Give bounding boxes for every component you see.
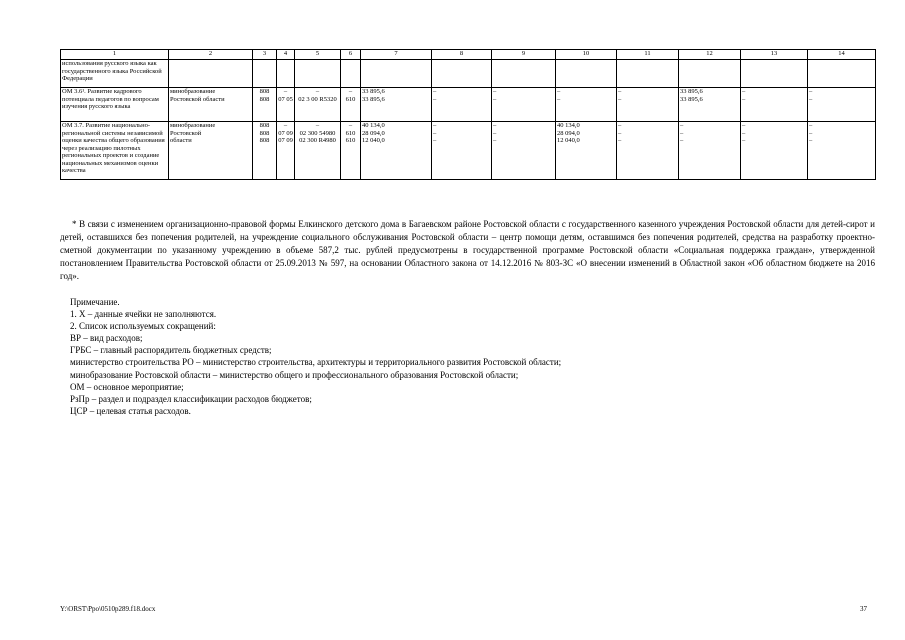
column-header: 14 xyxy=(808,50,876,60)
table-cell: 808 808 808 xyxy=(253,122,277,180)
column-header: 4 xyxy=(277,50,295,60)
table-cell: ОМ 3.7. Развитие национально-региональной системы независимой оценки качества общего образования через реализацию пилотных региональных проектов и создание национальных механизмов оценки качества xyxy=(61,122,169,180)
table-cell: – 610 xyxy=(341,88,361,122)
table-cell: – – xyxy=(556,88,617,122)
table-cell xyxy=(556,60,617,88)
table-cell: – – – xyxy=(492,122,556,180)
note-block xyxy=(70,296,870,417)
table-cell: – – xyxy=(432,88,492,122)
footnote xyxy=(60,218,875,283)
table-cell: – – – xyxy=(617,122,679,180)
note-line: министерство строительства РО – министерство строительства, архитектуры и территориального развития Ростовской области; xyxy=(70,357,562,368)
table-cell: – 07 09 07 09 xyxy=(277,122,295,180)
table-cell xyxy=(432,60,492,88)
table-cell xyxy=(169,60,253,88)
table-cell xyxy=(808,60,876,88)
table-row xyxy=(61,122,876,180)
table-cell xyxy=(741,60,808,88)
table-cell: – – xyxy=(741,88,808,122)
table-cell: – – xyxy=(617,88,679,122)
column-header: 12 xyxy=(679,50,741,60)
note-line: ЦСР – целевая статья расходов. xyxy=(70,405,191,416)
table-cell: – – – xyxy=(808,122,876,180)
column-header: 3 xyxy=(253,50,277,60)
table-cell: – 02 3 00 R5320 xyxy=(295,88,341,122)
note-line: РзПр – раздел и подраздел классификации расходов бюджетов; xyxy=(70,393,312,404)
column-header: 8 xyxy=(432,50,492,60)
note-line: ГРБС – главный распорядитель бюджетных средств; xyxy=(70,345,272,356)
table-cell: – – – xyxy=(741,122,808,180)
table-cell xyxy=(361,60,432,88)
table-cell: использования русского языка как государственного языка Российской Федерации xyxy=(61,60,169,88)
note-line: 2. Список используемых сокращений: xyxy=(70,321,216,332)
table-cell xyxy=(679,60,741,88)
table-row xyxy=(61,60,876,88)
table-cell: – – xyxy=(492,88,556,122)
table-header-row xyxy=(61,50,876,60)
note-title: Примечание. xyxy=(70,297,120,307)
column-header: 6 xyxy=(341,50,361,60)
table-cell xyxy=(492,60,556,88)
budget-table xyxy=(60,49,876,180)
note-line: ОМ – основное мероприятие; xyxy=(70,381,184,392)
table-cell xyxy=(253,60,277,88)
table-cell: – 07 05 xyxy=(277,88,295,122)
table-cell: минобразование Ростовской области xyxy=(169,122,253,180)
table-cell: 33 895,6 33 895,6 xyxy=(361,88,432,122)
table-cell xyxy=(277,60,295,88)
column-header: 2 xyxy=(169,50,253,60)
note-line: ВР – вид расходов; xyxy=(70,333,143,344)
table-cell xyxy=(617,60,679,88)
table-cell: – – xyxy=(808,88,876,122)
table-cell: 40 134,0 28 094,0 12 040,0 xyxy=(556,122,617,180)
table-cell: 33 895,6 33 895,6 xyxy=(679,88,741,122)
table-cell: – 610 610 xyxy=(341,122,361,180)
column-header: 10 xyxy=(556,50,617,60)
file-path: Y:\ORST\Ppo\0510p289.f18.docx xyxy=(60,605,156,613)
table-cell: – – – xyxy=(432,122,492,180)
table-cell: ОМ 3.6¹. Развитие кадрового потенциала педагогов по вопросам изучения русского языка xyxy=(61,88,169,122)
table-cell: 40 134,0 28 094,0 12 040,0 xyxy=(361,122,432,180)
table-cell: – 02 300 54980 02 300 R4980 xyxy=(295,122,341,180)
page-number: 37 xyxy=(860,605,867,613)
footnote-text: * В связи с изменением организационно-правовой формы Елкинского детского дома в Багаевском районе Ростовской области с государственного казенного учреждения Ростовской области для детей-сирот и детей, оставшихся без попечения родителей, на учреждение социального обслуживания Ростовской области – центр помощи детям, оставшимся без попечения родителей, средства на разработку проектно-сметной документации по указанному учреждению в объеме 587,2 тыс. рублей предусмотрены в государственной программе Ростовской области «Социальная поддержка граждан», утвержденной постановлением Правительства Ростовской области от 25.09.2013 № 597, на основании Областного закона от 14.12.2016 № 803-ЗС «О внесении изменений в Областной закон «Об областном бюджете на 2016 год». xyxy=(60,219,875,281)
table-cell: 808 808 xyxy=(253,88,277,122)
note-line: 1. Х – данные ячейки не заполняются. xyxy=(70,309,217,320)
column-header: 7 xyxy=(361,50,432,60)
table-cell: минобразование Ростовской области xyxy=(169,88,253,122)
table-row xyxy=(61,88,876,122)
column-header: 9 xyxy=(492,50,556,60)
column-header: 11 xyxy=(617,50,679,60)
column-header: 1 xyxy=(61,50,169,60)
column-header: 5 xyxy=(295,50,341,60)
table-cell xyxy=(341,60,361,88)
note-line: минобразование Ростовской области – министерство общего и профессионального образования Ростовской области; xyxy=(70,369,519,380)
table-cell xyxy=(295,60,341,88)
column-header: 13 xyxy=(741,50,808,60)
table-cell: – – – xyxy=(679,122,741,180)
